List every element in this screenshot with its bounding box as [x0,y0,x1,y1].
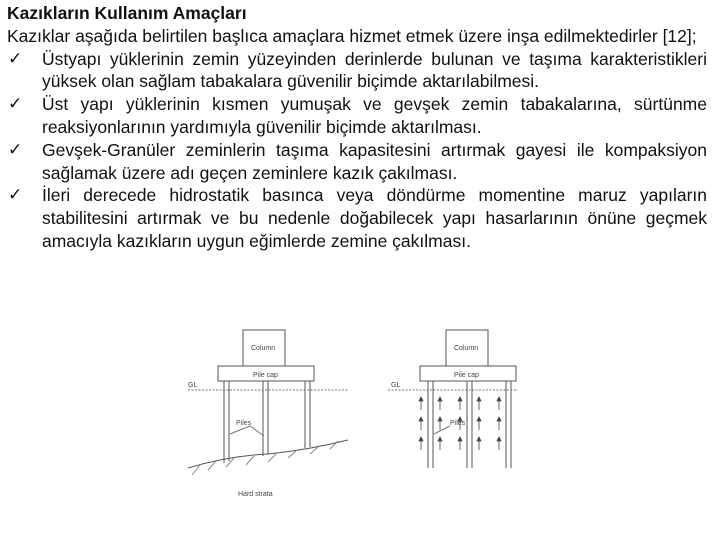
bullet-text: Üstyapı yüklerinin zemin yüzeyinden derinlerde bulunan ve taşıma karakteristikleri yüksek olan sağlam tabakalara güvenilir biçimde aktarılabilmesi. [42,48,707,92]
bullet-text: İleri derecede hidrostatik basınca veya döndürme momentine maruz yapıların stabilitesini artırmak ve bu nedenle doğabilecek yapı hasarlarının önüne geçmek amacıyla kazıkların uygun eğimlerde zemine çakılması. [42,185,707,251]
label-gl-left: GL [188,382,198,389]
hard-strata-hatch [192,441,338,475]
bullet-text: Gevşek-Granüler zeminlerin taşıma kapasitesini artırmak gayesi ile kompaksiyon sağlamak üzere adı geçen zeminlere kazık çakılması. [42,139,707,183]
piles-leader-2 [250,426,264,436]
label-pile-cap-left: Pile cap [253,372,278,379]
label-piles-right: Piles [450,420,466,427]
intro-paragraph: Kazıklar aşağıda belirtilen başlıca amaçlara hizmet etmek üzere inşa edilmektedirler [12]; [7,25,697,46]
text-block [7,2,707,253]
piles-leader-1 [230,426,250,434]
pile-foundation-figure [188,328,518,528]
label-column-right: Column [454,345,479,352]
label-column-left: Column [251,345,276,352]
label-pile-cap-right: Pile cap [454,372,479,379]
bullet-item [7,184,707,252]
slide-title: Kazıkların Kullanım Amaçları [7,3,247,23]
bullet-item [7,48,707,94]
label-hard-strata: Hard strata [238,491,273,498]
bullet-text: Üst yapı yüklerinin kısmen yumuşak ve gevşek zemin tabakalarına, sürtünme reaksiyonlarının yardımıyla güvenilir biçimde aktarılması. [42,94,707,137]
check-icon: ✓ [8,94,23,114]
check-icon: ✓ [8,139,23,159]
label-gl-right: GL [391,382,401,389]
bullet-list [7,48,707,253]
check-icon: ✓ [8,48,23,68]
label-piles-left: Piles [236,420,252,427]
pile-diagram [188,328,518,528]
check-icon: ✓ [8,185,23,205]
bullet-item [7,139,707,185]
bullet-item [7,93,707,139]
piles-leader-right [434,426,450,434]
